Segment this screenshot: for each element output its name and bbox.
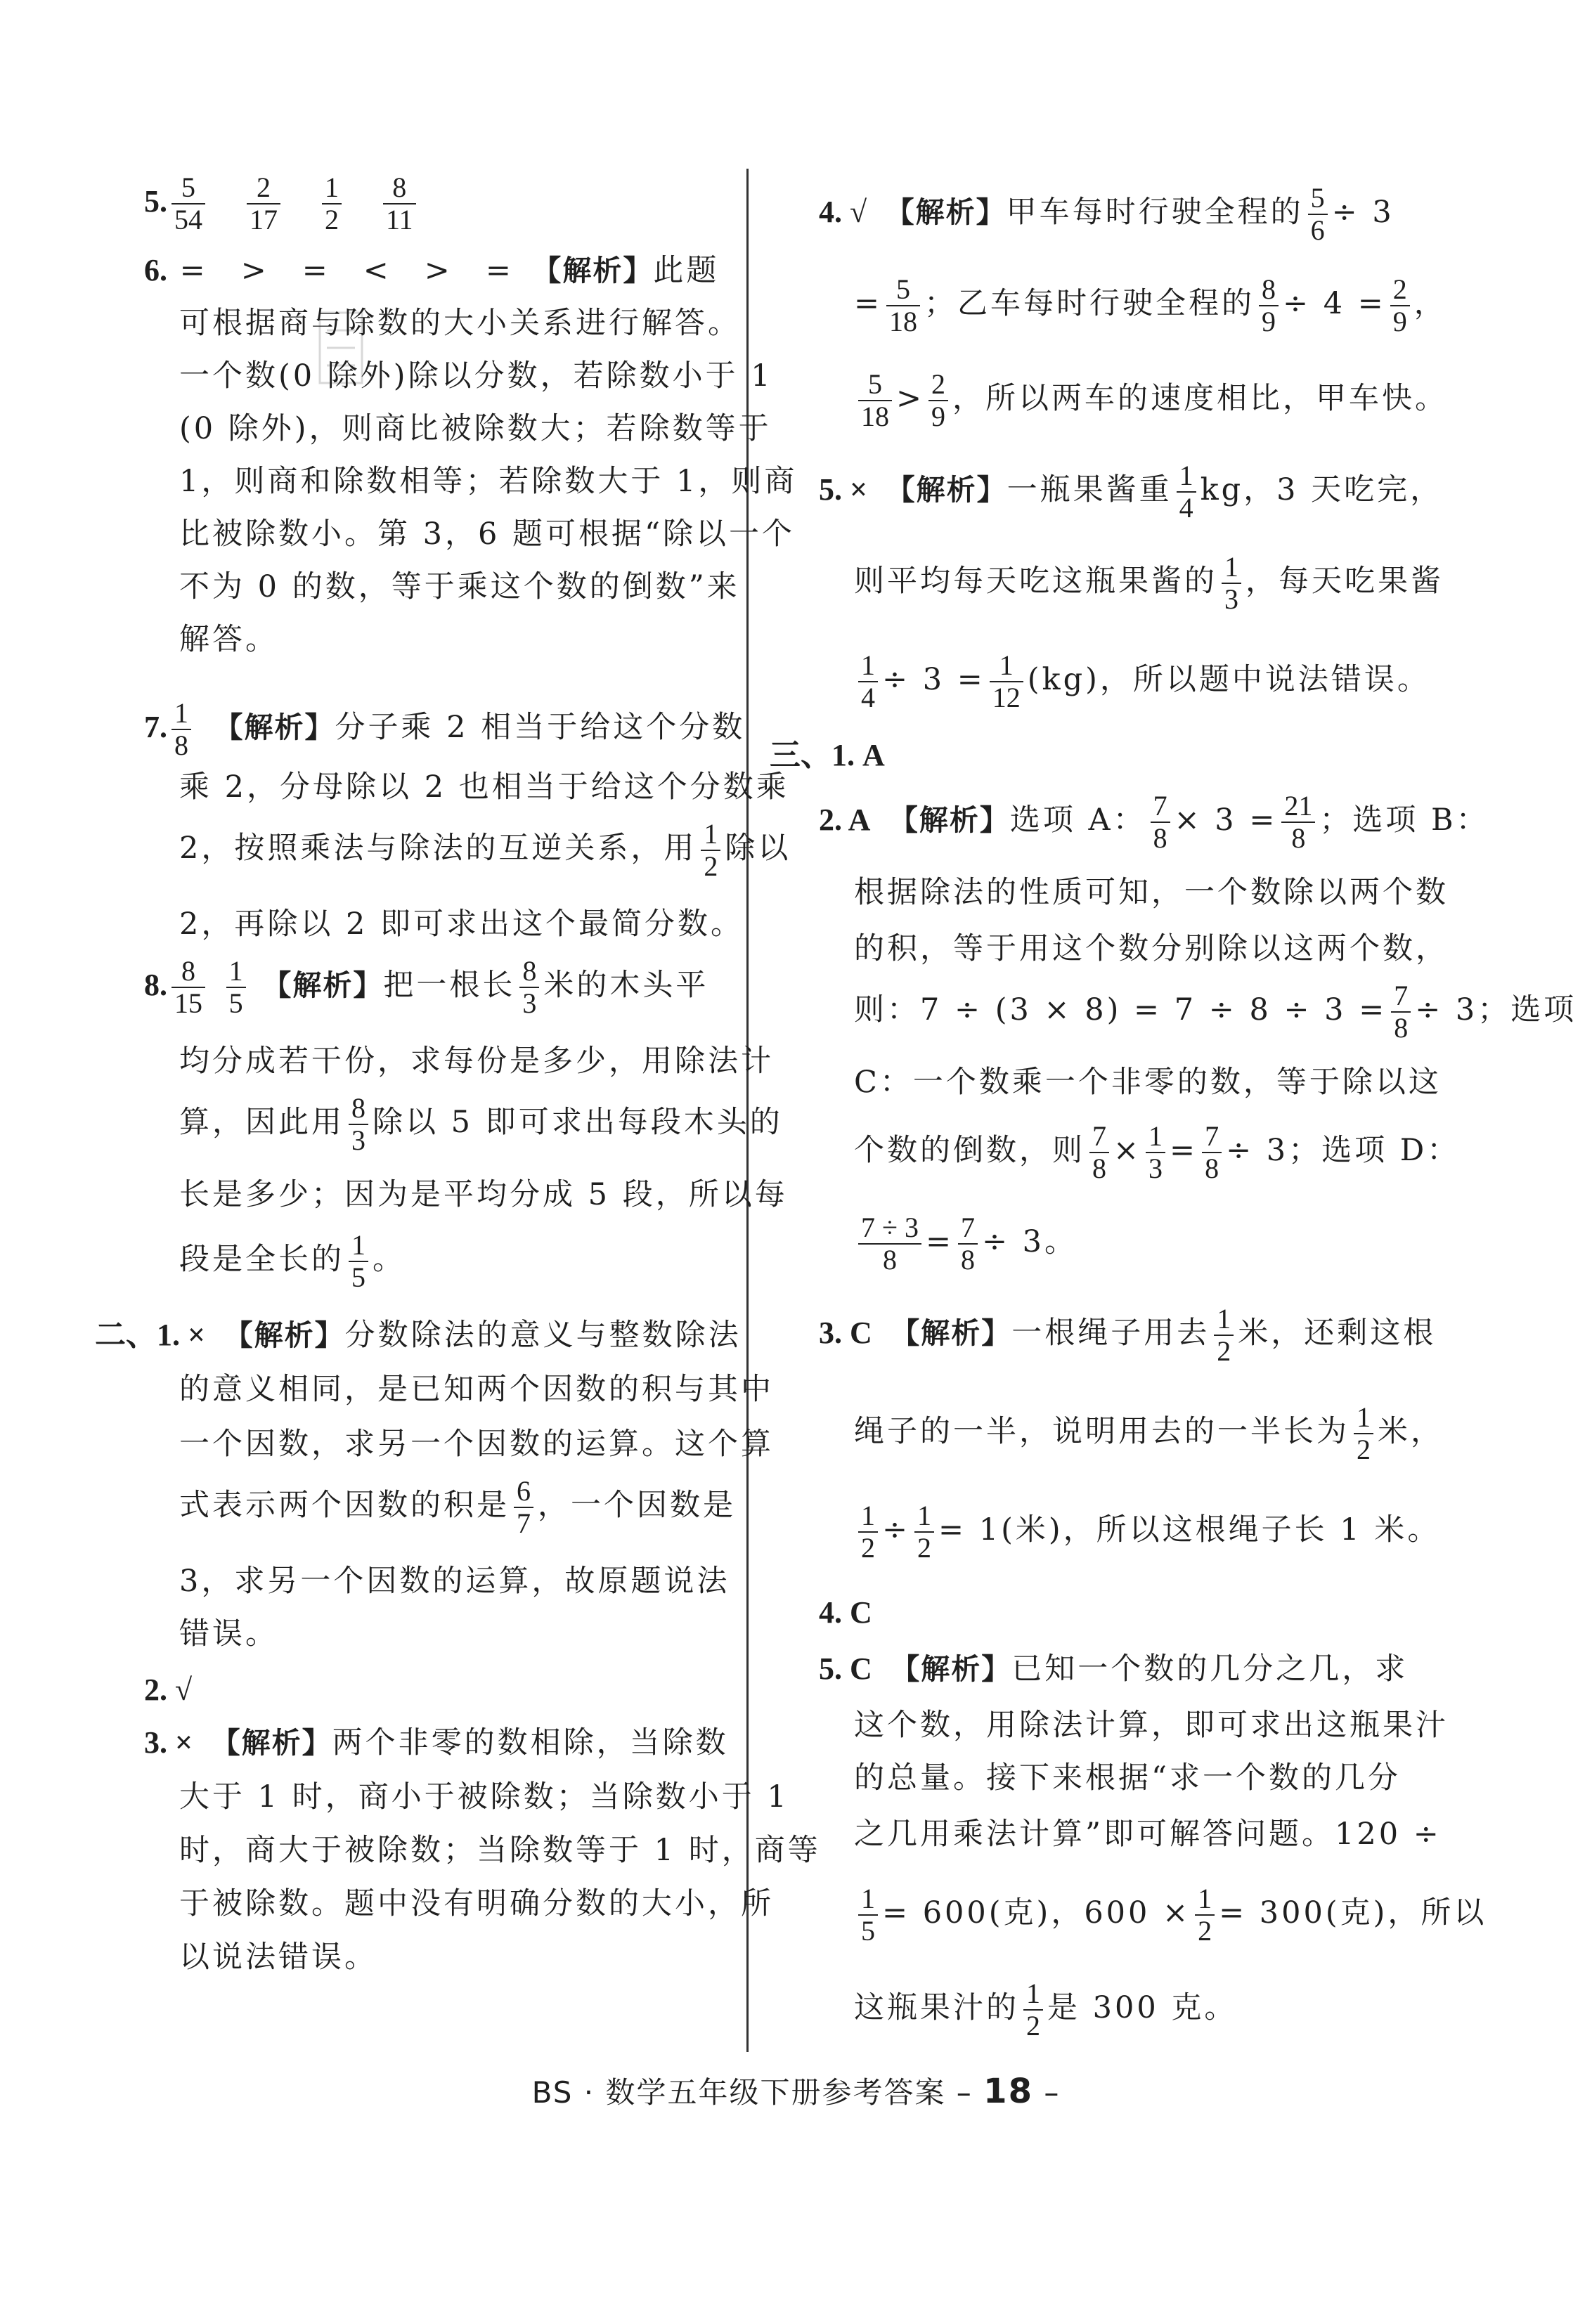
numerator: 1 <box>1146 1121 1165 1153</box>
text-run <box>250 968 263 1003</box>
numerator: 5 <box>858 369 892 401</box>
text-line <box>144 956 708 1019</box>
denominator: 7 <box>517 1507 531 1539</box>
item-number: 8. <box>144 968 167 1002</box>
fraction <box>1146 1121 1165 1184</box>
text-run: 这瓶果汁的 <box>854 1990 1019 2025</box>
analysis-tag: 【解析】 <box>226 1726 332 1760</box>
text-run: 则平均每天吃这瓶果酱的 <box>854 564 1217 599</box>
text-line <box>179 1613 278 1655</box>
text-line <box>854 274 1447 337</box>
denominator: 3 <box>351 1124 365 1156</box>
numerator: 8 <box>172 956 205 988</box>
numerator: 8 <box>383 172 416 205</box>
text-line <box>179 566 740 608</box>
fraction <box>858 1212 921 1275</box>
denominator: 2 <box>704 850 718 882</box>
fraction <box>1222 552 1241 615</box>
text-line <box>854 552 1444 615</box>
fraction <box>247 172 280 235</box>
text-run: = <box>854 286 883 321</box>
fraction <box>858 1883 878 1947</box>
numerator: 1 <box>858 1500 878 1533</box>
numerator: 1 <box>1195 1883 1215 1916</box>
text-run: = > = < > = <box>167 253 547 288</box>
page-footer <box>0 2070 1592 2112</box>
text-line <box>819 183 1394 246</box>
denominator: 2 <box>1357 1434 1371 1465</box>
text-line <box>854 369 1448 432</box>
fraction <box>1202 1121 1222 1184</box>
text-run: 大于 1 时，商小于被除数；当除数小于 1 <box>179 1779 789 1815</box>
text-line <box>179 1368 774 1410</box>
text-run: 是 300 克。 <box>1047 1990 1238 2025</box>
text-run: = 600(克)，600 × <box>882 1895 1191 1930</box>
text-run: 一瓶果酱重 <box>1007 472 1172 507</box>
text-line <box>819 1648 1408 1690</box>
numerator: 1 <box>1177 460 1196 493</box>
text-run <box>209 184 242 219</box>
fraction <box>1089 1121 1109 1184</box>
numerator: 1 <box>990 650 1023 682</box>
text-line <box>179 1093 783 1156</box>
text-run: 3，求另一个因数的运算，故原题说法 <box>179 1564 730 1599</box>
text-line <box>179 1936 377 1978</box>
text-line <box>854 1883 1487 1947</box>
text-run: 错误。 <box>179 1616 278 1651</box>
denominator: 8 <box>1153 822 1167 854</box>
text-line <box>854 1813 1442 1855</box>
text-run: 的总量。接下来根据“求一个数的几分 <box>854 1760 1401 1796</box>
text-run <box>209 968 222 1003</box>
numerator: 1 <box>858 1883 878 1916</box>
item-number: 5. <box>144 184 167 219</box>
denominator: 8 <box>1205 1153 1219 1184</box>
text-run: 于被除数。题中没有明确分数的大小，所 <box>179 1886 774 1921</box>
text-run: 两个非零的数相除，当除数 <box>332 1725 729 1760</box>
fraction <box>1308 183 1328 246</box>
item-number: 三、1. A <box>770 738 885 772</box>
text-run <box>870 803 903 838</box>
denominator: 5 <box>861 1915 875 1947</box>
text-run: 的意义相同，是已知两个因数的积与其中 <box>179 1372 774 1407</box>
denominator: 8 <box>960 1244 975 1275</box>
text-line <box>854 1061 1442 1103</box>
fraction <box>519 956 539 1019</box>
text-run: 一个数(0 除外)除以分数，若除数小于 1 <box>179 358 773 394</box>
denominator: 4 <box>861 682 875 713</box>
numerator: 5 <box>886 274 920 306</box>
text-run: kg，3 天吃完， <box>1200 472 1444 507</box>
fraction <box>1023 1978 1043 2041</box>
numerator: 7 <box>1202 1121 1222 1153</box>
text-run: 米， <box>1378 1414 1444 1449</box>
text-run: × <box>1113 1133 1142 1168</box>
fraction <box>1214 1304 1234 1367</box>
text-run: ， <box>1413 286 1447 321</box>
item-number: 2. √ <box>144 1673 193 1707</box>
item-number: 5. × <box>819 472 868 507</box>
fraction <box>914 1500 934 1564</box>
numerator: 1 <box>914 1500 934 1533</box>
text-line <box>819 1304 1436 1367</box>
fraction <box>349 1230 368 1293</box>
text-run: 绳子的一半，说明用去的一半长为 <box>854 1414 1350 1449</box>
denominator: 4 <box>1179 492 1193 524</box>
text-run: 可根据商与除数的大小关系进行解答。 <box>179 306 741 341</box>
text-run <box>872 1316 905 1351</box>
fraction <box>701 819 720 882</box>
fraction <box>958 1212 978 1275</box>
text-run <box>195 710 228 745</box>
analysis-tag: 【解析】 <box>262 968 384 1002</box>
text-line <box>819 460 1443 524</box>
text-line <box>179 460 797 502</box>
text-run: 式表示两个因数的积是 <box>179 1488 510 1523</box>
text-run: 分数除法的意义与整数除法 <box>344 1318 742 1353</box>
text-line <box>144 1722 729 1764</box>
fraction <box>858 650 878 713</box>
analysis-tag: 【解析】 <box>900 473 1007 507</box>
text-run: 此题 <box>653 253 720 288</box>
fraction <box>1391 980 1411 1044</box>
text-line <box>854 871 1449 914</box>
text-run <box>193 1725 226 1760</box>
text-line <box>179 1560 730 1602</box>
numerator: 2 <box>928 369 948 401</box>
denominator: 54 <box>174 204 202 235</box>
numerator: 7 <box>1391 980 1411 1013</box>
text-run <box>867 195 900 230</box>
text-line <box>179 513 795 555</box>
text-run: = 300(克)，所以 <box>1219 1895 1487 1930</box>
text-line <box>95 1314 742 1356</box>
fraction <box>858 369 892 432</box>
analysis-tag: 【解析】 <box>900 195 1007 229</box>
text-run: 算，因此用 <box>179 1105 344 1140</box>
text-line <box>854 1704 1449 1746</box>
text-line <box>179 302 741 344</box>
text-line <box>179 1230 406 1293</box>
analysis-tag: 【解析】 <box>238 1318 345 1352</box>
numerator: 1 <box>1023 1978 1043 2011</box>
numerator: 1 <box>349 1230 368 1262</box>
denominator: 2 <box>1198 1915 1212 1947</box>
numerator: 1 <box>1222 552 1241 584</box>
numerator: 2 <box>1390 274 1410 306</box>
fraction <box>928 369 948 432</box>
text-run: 把一根长 <box>383 968 516 1003</box>
text-run: 以说法错误。 <box>179 1940 377 1975</box>
text-line <box>144 698 745 761</box>
denominator: 8 <box>1291 822 1306 854</box>
text-line <box>179 1174 788 1216</box>
text-run: ，所以两车的速度相比，甲车快。 <box>952 381 1449 416</box>
text-line <box>854 1500 1440 1564</box>
text-line <box>854 980 1577 1044</box>
fraction <box>172 698 191 761</box>
numerator: 7 <box>1089 1121 1109 1153</box>
denominator: 12 <box>992 682 1021 713</box>
page-number: 18 <box>983 2072 1033 2111</box>
fraction <box>1354 1402 1373 1465</box>
text-line <box>854 650 1430 713</box>
fraction <box>383 172 416 235</box>
text-run: ，一个因数是 <box>538 1488 736 1523</box>
text-line <box>179 903 744 945</box>
fraction <box>1281 791 1315 854</box>
text-run: = <box>1170 1133 1198 1168</box>
text-run: 米，还剩这根 <box>1238 1316 1437 1351</box>
denominator: 18 <box>861 401 889 432</box>
text-line <box>179 1829 821 1871</box>
text-line <box>179 1883 774 1925</box>
text-run: 。 <box>373 1242 406 1277</box>
numerator: 1 <box>1214 1304 1234 1336</box>
numerator: 2 <box>247 172 280 205</box>
text-line <box>179 819 791 882</box>
text-run: 选项 A： <box>1009 803 1146 838</box>
denominator: 5 <box>228 987 243 1019</box>
text-run: 的积，等于用这个数分别除以这两个数， <box>854 931 1449 966</box>
text-line <box>854 1121 1460 1184</box>
analysis-tag: 【解析】 <box>903 803 1010 837</box>
text-run <box>872 1651 905 1687</box>
text-line <box>179 618 278 661</box>
denominator: 2 <box>1217 1335 1231 1367</box>
text-run: = <box>925 1224 954 1259</box>
fraction <box>349 1093 368 1156</box>
fraction <box>1177 460 1196 524</box>
text-run: (kg)，所以题中说法错误。 <box>1027 662 1430 697</box>
denominator: 2 <box>1026 2010 1040 2041</box>
text-run: 甲车每时行驶全程的 <box>1006 195 1304 230</box>
fraction <box>172 172 205 235</box>
text-run: 除以 5 即可求出每段木头的 <box>373 1105 783 1140</box>
analysis-tag: 【解析】 <box>905 1652 1012 1686</box>
numerator: 5 <box>172 172 205 205</box>
denominator: 11 <box>386 204 413 235</box>
text-run: = 1(米)，所以这根绳子长 1 米。 <box>938 1512 1441 1547</box>
text-run: 已知一个数的几分之几，求 <box>1011 1651 1409 1687</box>
fraction <box>226 956 246 1019</box>
denominator: 2 <box>325 204 339 235</box>
text-run: 2，按照乘法与除法的互逆关系，用 <box>179 831 697 866</box>
text-run: 时，商大于被除数；当除数等于 1 时，商等 <box>179 1833 821 1868</box>
text-run: (0 除外)，则商比被除数大；若除数等于 <box>179 411 772 446</box>
text-run: 2，再除以 2 即可求出这个最简分数。 <box>179 907 744 942</box>
footer-text: BS · 数学五年级下册参考答案 – <box>531 2075 973 2110</box>
text-line <box>179 1040 774 1082</box>
denominator: 8 <box>1092 1153 1106 1184</box>
text-run: 这个数，用除法计算，即可求出这瓶果汁 <box>854 1708 1449 1743</box>
text-run: ÷ 3 = <box>882 662 985 697</box>
text-line <box>854 1402 1444 1465</box>
text-run: 根据除法的性质可知，一个数除以两个数 <box>854 875 1449 910</box>
numerator: 1 <box>322 172 342 205</box>
text-run: 比被除数小。第 3，6 题可根据“除以一个 <box>179 517 796 552</box>
text-run <box>285 184 318 219</box>
denominator: 17 <box>250 204 278 235</box>
item-number: 5. C <box>819 1651 872 1686</box>
text-line <box>144 249 719 292</box>
text-line <box>179 355 773 397</box>
item-number: 6. <box>144 253 167 287</box>
numerator: 5 <box>1308 183 1328 215</box>
text-run <box>346 184 379 219</box>
text-run: 均分成若干份，求每份是多少，用除法计 <box>179 1044 774 1079</box>
numerator: 7 ÷ 3 <box>858 1212 921 1245</box>
numerator: 1 <box>172 698 191 730</box>
text-line <box>179 408 772 450</box>
text-line <box>144 172 453 235</box>
denominator: 2 <box>917 1532 932 1564</box>
item-number: 二、1. × <box>95 1318 206 1352</box>
denominator: 18 <box>889 306 918 337</box>
item-number: 4. √ <box>819 195 867 229</box>
text-run: 解答。 <box>179 622 278 657</box>
text-run <box>867 472 900 507</box>
numerator: 7 <box>1151 791 1170 823</box>
text-line <box>854 1978 1237 2041</box>
text-run: 之几用乘法计算”即可解答问题。120 ÷ <box>854 1817 1442 1852</box>
text-run: 一根绳子用去 <box>1011 1316 1210 1351</box>
fraction <box>886 274 920 337</box>
text-run: ÷ 3；选项 D： <box>1226 1133 1461 1168</box>
fraction <box>1390 274 1410 337</box>
denominator: 3 <box>1148 1153 1163 1184</box>
text-run: > <box>896 381 925 416</box>
numerator: 1 <box>226 956 246 988</box>
text-run: ；选项 B： <box>1319 803 1489 838</box>
text-run: ÷ 4 = <box>1283 286 1386 321</box>
denominator: 8 <box>1394 1012 1409 1044</box>
numerator: 8 <box>1259 274 1279 306</box>
text-run: 1，则商和除数相等；若除数大于 1，则商 <box>179 464 798 499</box>
text-run: 分子乘 2 相当于给这个分数 <box>335 710 746 745</box>
numerator: 8 <box>349 1093 368 1125</box>
text-run <box>420 184 453 219</box>
item-number: 2. A <box>819 803 871 837</box>
footer-dash: – <box>1044 2075 1061 2110</box>
numerator: 1 <box>858 650 878 682</box>
text-line <box>819 791 1489 854</box>
item-number: 4. C <box>819 1595 872 1630</box>
denominator: 6 <box>1310 214 1325 246</box>
numerator: 1 <box>701 819 720 851</box>
text-line <box>144 1669 192 1711</box>
denominator: 3 <box>1224 583 1238 615</box>
text-run: ÷ 3；选项 <box>1415 992 1577 1027</box>
text-line <box>179 1776 789 1818</box>
denominator: 8 <box>882 1244 897 1275</box>
text-run: C：一个数乘一个非零的数，等于除以这 <box>854 1065 1442 1100</box>
text-run: ，每天吃果酱 <box>1245 564 1444 599</box>
text-line <box>854 1212 1077 1275</box>
numerator: 8 <box>519 956 539 988</box>
text-run <box>205 1318 238 1353</box>
text-line <box>179 1423 774 1465</box>
numerator: 7 <box>958 1212 978 1245</box>
fraction <box>858 1500 878 1564</box>
text-run: ÷ 3 <box>1331 195 1394 230</box>
fraction <box>322 172 342 235</box>
fraction <box>172 956 205 1019</box>
item-number: 7. <box>144 710 167 744</box>
denominator: 2 <box>861 1532 875 1564</box>
analysis-tag: 【解析】 <box>228 710 335 744</box>
text-run: 段是全长的 <box>179 1242 344 1277</box>
denominator: 8 <box>174 729 188 761</box>
fraction <box>1259 274 1279 337</box>
text-run: 一个因数，求另一个因数的运算。这个算 <box>179 1427 774 1462</box>
text-line <box>854 1757 1401 1799</box>
denominator: 5 <box>351 1261 365 1293</box>
text-run: 不为 0 的数，等于乘这个数的倒数”来 <box>179 569 740 604</box>
text-run: 米的木头平 <box>543 968 709 1003</box>
denominator: 3 <box>522 987 537 1019</box>
text-run: 乘 2，分母除以 2 也相当于给这个分数乘 <box>179 770 789 805</box>
item-number: 3. × <box>144 1725 193 1760</box>
text-line <box>819 1592 872 1634</box>
fraction <box>1151 791 1170 854</box>
text-run: ÷ 3。 <box>981 1224 1078 1259</box>
fraction <box>1195 1883 1215 1947</box>
analysis-tag: 【解析】 <box>546 254 654 287</box>
denominator: 15 <box>174 987 202 1019</box>
text-line <box>770 734 885 777</box>
text-run: 则：7 ÷ (3 × 8) = 7 ÷ 8 ÷ 3 = <box>854 992 1387 1027</box>
text-run: 除以 <box>725 831 791 866</box>
text-line <box>854 928 1449 970</box>
text-run: ÷ <box>882 1512 911 1547</box>
numerator: 6 <box>514 1476 533 1508</box>
analysis-tag: 【解析】 <box>905 1316 1012 1350</box>
numerator: 1 <box>1354 1402 1373 1434</box>
text-line <box>179 1476 736 1539</box>
fraction <box>514 1476 533 1539</box>
text-run: × 3 = <box>1174 803 1278 838</box>
denominator: 9 <box>1262 306 1276 337</box>
text-run: ；乙车每时行驶全程的 <box>924 286 1255 321</box>
text-line <box>179 766 789 808</box>
denominator: 9 <box>1392 306 1407 337</box>
item-number: 3. C <box>819 1316 872 1350</box>
fraction <box>990 650 1023 713</box>
numerator: 21 <box>1281 791 1315 823</box>
text-run: 长是多少；因为是平均分成 5 段，所以每 <box>179 1177 788 1212</box>
text-run: 个数的倒数，则 <box>854 1133 1085 1168</box>
denominator: 9 <box>931 401 946 432</box>
